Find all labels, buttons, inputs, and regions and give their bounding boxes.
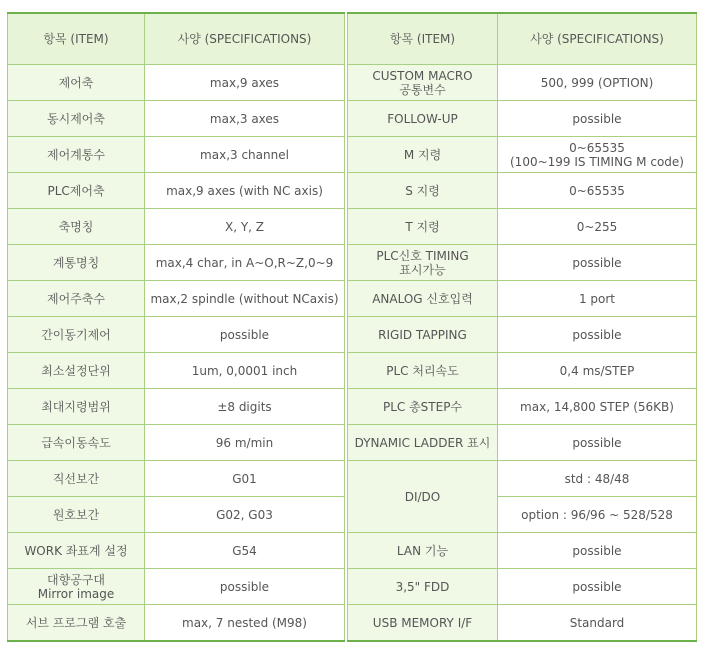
item-cell: PLC제어축 xyxy=(8,173,145,209)
table-row xyxy=(348,425,697,461)
spec-cell: 0,4 ms/STEP xyxy=(498,353,697,389)
spec-cell: max,3 channel xyxy=(145,137,345,173)
table-row xyxy=(348,389,697,425)
table-row xyxy=(8,209,345,245)
item-cell: 간이동기제어 xyxy=(8,317,145,353)
spec-cell: option : 96/96 ~ 528/528 xyxy=(498,497,697,533)
table-row xyxy=(348,245,697,281)
spec-cell: Standard xyxy=(498,605,697,642)
item-cell: 계통명칭 xyxy=(8,245,145,281)
header-row xyxy=(348,13,697,65)
spec-cell: possible xyxy=(498,101,697,137)
table-row xyxy=(8,353,345,389)
item-cell xyxy=(8,569,145,605)
spec-cell: max,9 axes xyxy=(145,65,345,101)
item-cell: 축명칭 xyxy=(8,209,145,245)
item-cell: LAN 기능 xyxy=(348,533,498,569)
item-cell: WORK 좌표계 설정 xyxy=(8,533,145,569)
spec-table-right xyxy=(347,12,697,642)
spec-cell: 1um, 0,0001 inch xyxy=(145,353,345,389)
item-cell: 서브 프로그램 호출 xyxy=(8,605,145,642)
spec-cell: possible xyxy=(498,569,697,605)
table-row xyxy=(8,137,345,173)
spec-cell: possible xyxy=(498,425,697,461)
spec-cell: max,9 axes (with NC axis) xyxy=(145,173,345,209)
item-line-2: 표시가능 xyxy=(399,262,446,277)
spec-line-1: 0~65535 xyxy=(569,140,625,155)
table-row xyxy=(348,605,697,642)
table-row xyxy=(8,569,345,605)
table-row xyxy=(348,317,697,353)
spec-cell: max,3 axes xyxy=(145,101,345,137)
spec-cell: possible xyxy=(498,317,697,353)
item-cell: T 지령 xyxy=(348,209,498,245)
header-item: 항목 (ITEM) xyxy=(348,13,498,65)
item-cell: 제어축 xyxy=(8,65,145,101)
item-line-1: 대향공구대 xyxy=(47,572,105,587)
spec-table-left xyxy=(7,12,345,642)
item-cell: PLC 총STEP수 xyxy=(348,389,498,425)
item-cell: DI/DO xyxy=(348,461,498,533)
item-cell: 3,5" FDD xyxy=(348,569,498,605)
item-line-2: Mirror image xyxy=(37,586,115,601)
item-cell: 최대지령범위 xyxy=(8,389,145,425)
spec-cell: max,2 spindle (without NCaxis) xyxy=(145,281,345,317)
item-cell: USB MEMORY I/F xyxy=(348,605,498,642)
spec-cell xyxy=(498,137,697,173)
table-row xyxy=(8,101,345,137)
spec-cell: 96 m/min xyxy=(145,425,345,461)
table-row xyxy=(8,533,345,569)
item-line-1: PLC신호 TIMING xyxy=(376,248,469,263)
table-row xyxy=(348,101,697,137)
spec-cell: possible xyxy=(498,533,697,569)
item-cell xyxy=(348,245,498,281)
spec-cell: ±8 digits xyxy=(145,389,345,425)
table-row xyxy=(348,137,697,173)
item-cell: DYNAMIC LADDER 표시 xyxy=(348,425,498,461)
spec-cell: G01 xyxy=(145,461,345,497)
item-cell: FOLLOW-UP xyxy=(348,101,498,137)
spec-cell: 0~65535 xyxy=(498,173,697,209)
spec-cell: possible xyxy=(145,569,345,605)
spec-cell: G54 xyxy=(145,533,345,569)
spec-cell: 1 port xyxy=(498,281,697,317)
item-cell: 급속이동속도 xyxy=(8,425,145,461)
spec-cell: 500, 999 (OPTION) xyxy=(498,65,697,101)
item-line-1: CUSTOM MACRO xyxy=(372,68,473,83)
item-cell: 직선보간 xyxy=(8,461,145,497)
spec-cell: max, 14,800 STEP (56KB) xyxy=(498,389,697,425)
table-row xyxy=(8,425,345,461)
table-row xyxy=(8,389,345,425)
table-row xyxy=(348,65,697,101)
table-row xyxy=(348,281,697,317)
table-row xyxy=(8,605,345,642)
table-row xyxy=(8,317,345,353)
item-cell: 제어주축수 xyxy=(8,281,145,317)
item-cell: 제어계통수 xyxy=(8,137,145,173)
table-row xyxy=(8,281,345,317)
spec-cell: std : 48/48 xyxy=(498,461,697,497)
header-row xyxy=(8,13,345,65)
header-spec: 사양 (SPECIFICATIONS) xyxy=(145,13,345,65)
item-cell xyxy=(348,65,498,101)
item-cell: ANALOG 신호입력 xyxy=(348,281,498,317)
item-cell: RIGID TAPPING xyxy=(348,317,498,353)
table-row xyxy=(8,65,345,101)
item-cell: PLC 처리속도 xyxy=(348,353,498,389)
header-item: 항목 (ITEM) xyxy=(8,13,145,65)
spec-cell: possible xyxy=(498,245,697,281)
spec-cell: possible xyxy=(145,317,345,353)
table-row xyxy=(8,497,345,533)
table-row xyxy=(8,245,345,281)
header-spec: 사양 (SPECIFICATIONS) xyxy=(498,13,697,65)
spec-cell: X, Y, Z xyxy=(145,209,345,245)
spec-cell: 0~255 xyxy=(498,209,697,245)
spec-line-2: (100~199 IS TIMING M code) xyxy=(510,154,684,169)
table-row xyxy=(348,461,697,497)
spec-cell: max,4 char, in A~O,R~Z,0~9 xyxy=(145,245,345,281)
item-cell: S 지령 xyxy=(348,173,498,209)
item-cell: 원호보간 xyxy=(8,497,145,533)
table-row xyxy=(348,353,697,389)
table-row xyxy=(348,209,697,245)
spec-cell: max, 7 nested (M98) xyxy=(145,605,345,642)
table-row xyxy=(8,173,345,209)
table-row xyxy=(8,461,345,497)
item-cell: M 지령 xyxy=(348,137,498,173)
table-row xyxy=(348,569,697,605)
item-cell: 동시제어축 xyxy=(8,101,145,137)
table-row xyxy=(348,533,697,569)
table-row xyxy=(348,173,697,209)
item-cell: 최소설정단위 xyxy=(8,353,145,389)
item-line-2: 공통변수 xyxy=(399,82,446,97)
spec-cell: G02, G03 xyxy=(145,497,345,533)
